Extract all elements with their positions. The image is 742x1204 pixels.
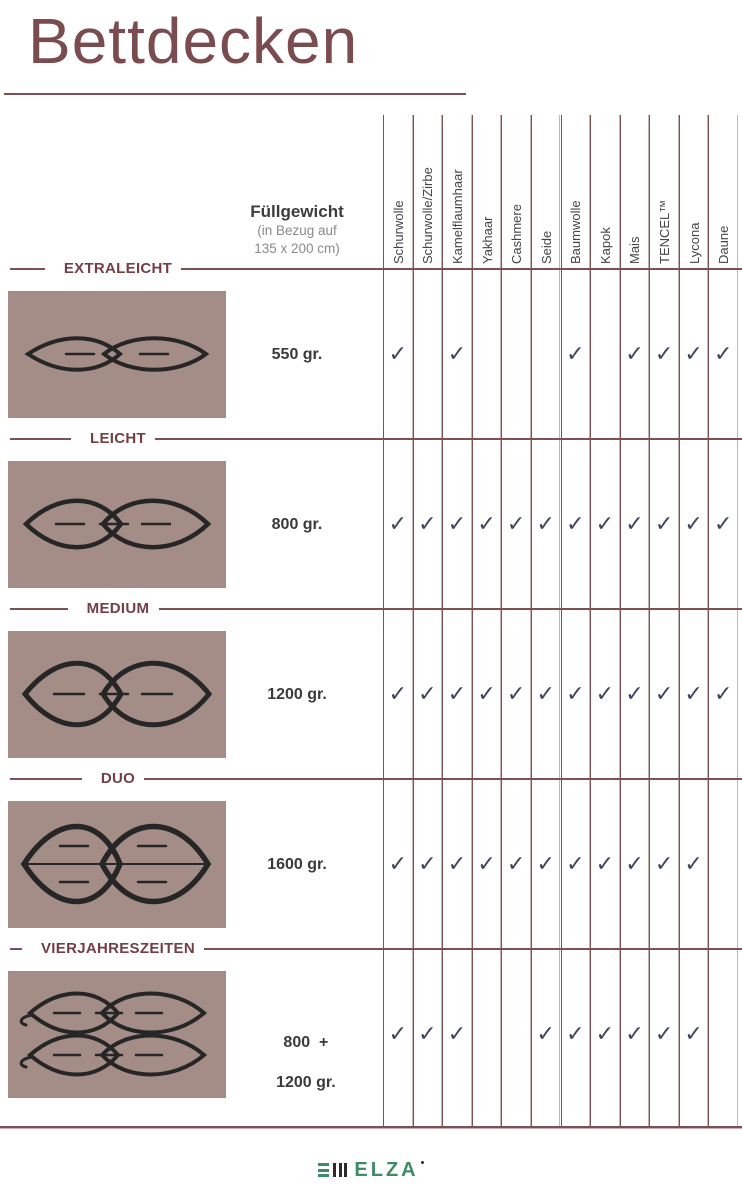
- label-left-rule: [10, 608, 68, 610]
- check-mark: ✓: [625, 851, 644, 876]
- label-left-rule: [10, 438, 71, 440]
- fill-weight-value: 1200 gr.: [267, 686, 327, 703]
- section-title: VIERJAHRESZEITEN: [41, 940, 195, 957]
- check-mark: ✓: [625, 681, 644, 706]
- check-mark: ✓: [713, 681, 733, 706]
- check-mark: ✓: [654, 681, 674, 706]
- check-mark: ✓: [654, 511, 674, 536]
- material-column-header: Yakhaar: [479, 216, 495, 264]
- check-mark: ✓: [684, 681, 703, 706]
- logo-horizontal-bars-icon: [318, 1163, 329, 1177]
- check-mark: ✓: [566, 1021, 585, 1046]
- check-mark: ✓: [447, 851, 467, 876]
- check-mark: ✓: [477, 851, 496, 876]
- check-mark: ✓: [566, 851, 585, 876]
- page-title: Bettdecken: [28, 5, 359, 77]
- material-column-header: Seide: [538, 230, 554, 264]
- material-column-header: Schurwolle/Zirbe: [420, 167, 436, 264]
- label-right-rule: [155, 438, 742, 440]
- material-column-header: TENCEL™: [657, 199, 673, 264]
- check-mark: ✓: [477, 681, 496, 706]
- material-column-header: Daune: [716, 225, 732, 264]
- check-mark: ✓: [684, 511, 703, 536]
- section-label-leicht: [10, 430, 742, 448]
- duvet-drawing: [8, 461, 226, 588]
- material-column-header: Cashmere: [509, 204, 525, 264]
- check-mark: ✓: [506, 851, 526, 876]
- check-mark: ✓: [684, 1021, 703, 1046]
- check-mark: ✓: [654, 341, 674, 366]
- check-mark: ✓: [536, 511, 555, 536]
- check-mark: ✓: [418, 1021, 437, 1046]
- check-mark: ✓: [388, 1021, 407, 1046]
- bottom-rule: [0, 1126, 742, 1129]
- fill-weight-value: [240, 1013, 354, 1113]
- check-mark: ✓: [595, 851, 615, 876]
- fill-weight-value: 800 gr.: [271, 516, 323, 533]
- brand-logo: [0, 1160, 742, 1180]
- fill-weight-value: 550 gr.: [271, 346, 323, 363]
- check-mark: ✓: [447, 511, 467, 536]
- check-mark: ✓: [713, 341, 733, 366]
- check-mark: ✓: [595, 681, 615, 706]
- check-mark: ✓: [566, 511, 585, 536]
- fill-weight-subtitle-1: (in Bezug auf: [257, 223, 337, 238]
- logo-vertical-bars-icon: [333, 1163, 347, 1177]
- label-left-rule: [10, 268, 45, 270]
- check-mark: ✓: [566, 341, 585, 366]
- duvet-drawing: [8, 801, 226, 928]
- check-mark: ✓: [536, 1021, 555, 1046]
- check-mark: ✓: [388, 851, 407, 876]
- check-mark: ✓: [447, 341, 467, 366]
- label-right-rule: [181, 268, 742, 270]
- check-mark: ✓: [654, 851, 674, 876]
- label-left-rule: [10, 948, 22, 950]
- section-label-vierjahreszeiten: [10, 940, 742, 958]
- duvet-illustration-vierjahreszeiten: [8, 971, 226, 1098]
- fill-weight-subtitle-2: 135 x 200 cm): [254, 241, 340, 256]
- check-mark: ✓: [684, 851, 703, 876]
- fill-weight-line-1: 800 +: [283, 1034, 329, 1051]
- check-mark: ✓: [388, 341, 407, 366]
- check-mark: ✓: [418, 851, 437, 876]
- duvet-illustration-extraleicht: [8, 291, 226, 418]
- section-title: LEICHT: [90, 430, 146, 447]
- check-mark: ✓: [418, 511, 437, 536]
- logo-text: ELZA: [354, 1159, 419, 1181]
- check-mark: ✓: [595, 511, 615, 536]
- label-right-rule: [159, 608, 742, 610]
- section-label-duo: [10, 770, 742, 788]
- check-mark: ✓: [566, 681, 585, 706]
- material-column-header: Baumwolle: [568, 200, 584, 264]
- duvet-illustration-medium: [8, 631, 226, 758]
- label-left-rule: [10, 778, 82, 780]
- check-mark: ✓: [447, 1021, 467, 1046]
- fill-weight-header: [232, 201, 362, 258]
- check-mark: ✓: [654, 1021, 674, 1046]
- section-label-extraleicht: [10, 260, 742, 278]
- section-title: EXTRALEICHT: [63, 260, 173, 277]
- check-mark: ✓: [388, 511, 407, 536]
- duvet-drawing: [8, 291, 226, 418]
- check-mark: ✓: [536, 851, 555, 876]
- section-title: MEDIUM: [86, 600, 150, 617]
- duvet-drawing: [8, 971, 226, 1098]
- fill-weight-line-2: 1200 gr.: [276, 1074, 336, 1091]
- check-mark: ✓: [684, 341, 703, 366]
- section-label-medium: [10, 600, 742, 618]
- check-mark: ✓: [506, 511, 526, 536]
- section-title: DUO: [100, 770, 136, 787]
- duvet-drawing: [8, 631, 226, 758]
- duvet-illustration-leicht: [8, 461, 226, 588]
- check-mark: ✓: [418, 681, 437, 706]
- fill-weight-title: Füllgewicht: [250, 202, 344, 221]
- check-mark: ✓: [477, 511, 496, 536]
- check-mark: ✓: [713, 511, 733, 536]
- material-column-header: Kamelflaumhaar: [449, 169, 465, 264]
- label-right-rule: [204, 948, 742, 950]
- check-mark: ✓: [447, 681, 467, 706]
- fill-weight-value: 1600 gr.: [267, 856, 327, 873]
- check-mark: ✓: [536, 681, 555, 706]
- check-mark: ✓: [388, 681, 407, 706]
- check-mark: ✓: [595, 1021, 615, 1046]
- check-mark: ✓: [625, 511, 644, 536]
- duvet-illustration-duo: [8, 801, 226, 928]
- check-mark: ✓: [625, 341, 644, 366]
- check-mark: ✓: [625, 1021, 644, 1046]
- label-right-rule: [144, 778, 742, 780]
- material-column-header: Mais: [627, 236, 643, 264]
- check-mark: ✓: [506, 681, 526, 706]
- material-column-header: Lycona: [686, 222, 702, 264]
- logo-registered-dot: [421, 1161, 424, 1164]
- title-underline: [4, 93, 466, 95]
- material-column-header: Schurwolle: [390, 200, 406, 264]
- material-column-header: Kapok: [597, 227, 613, 264]
